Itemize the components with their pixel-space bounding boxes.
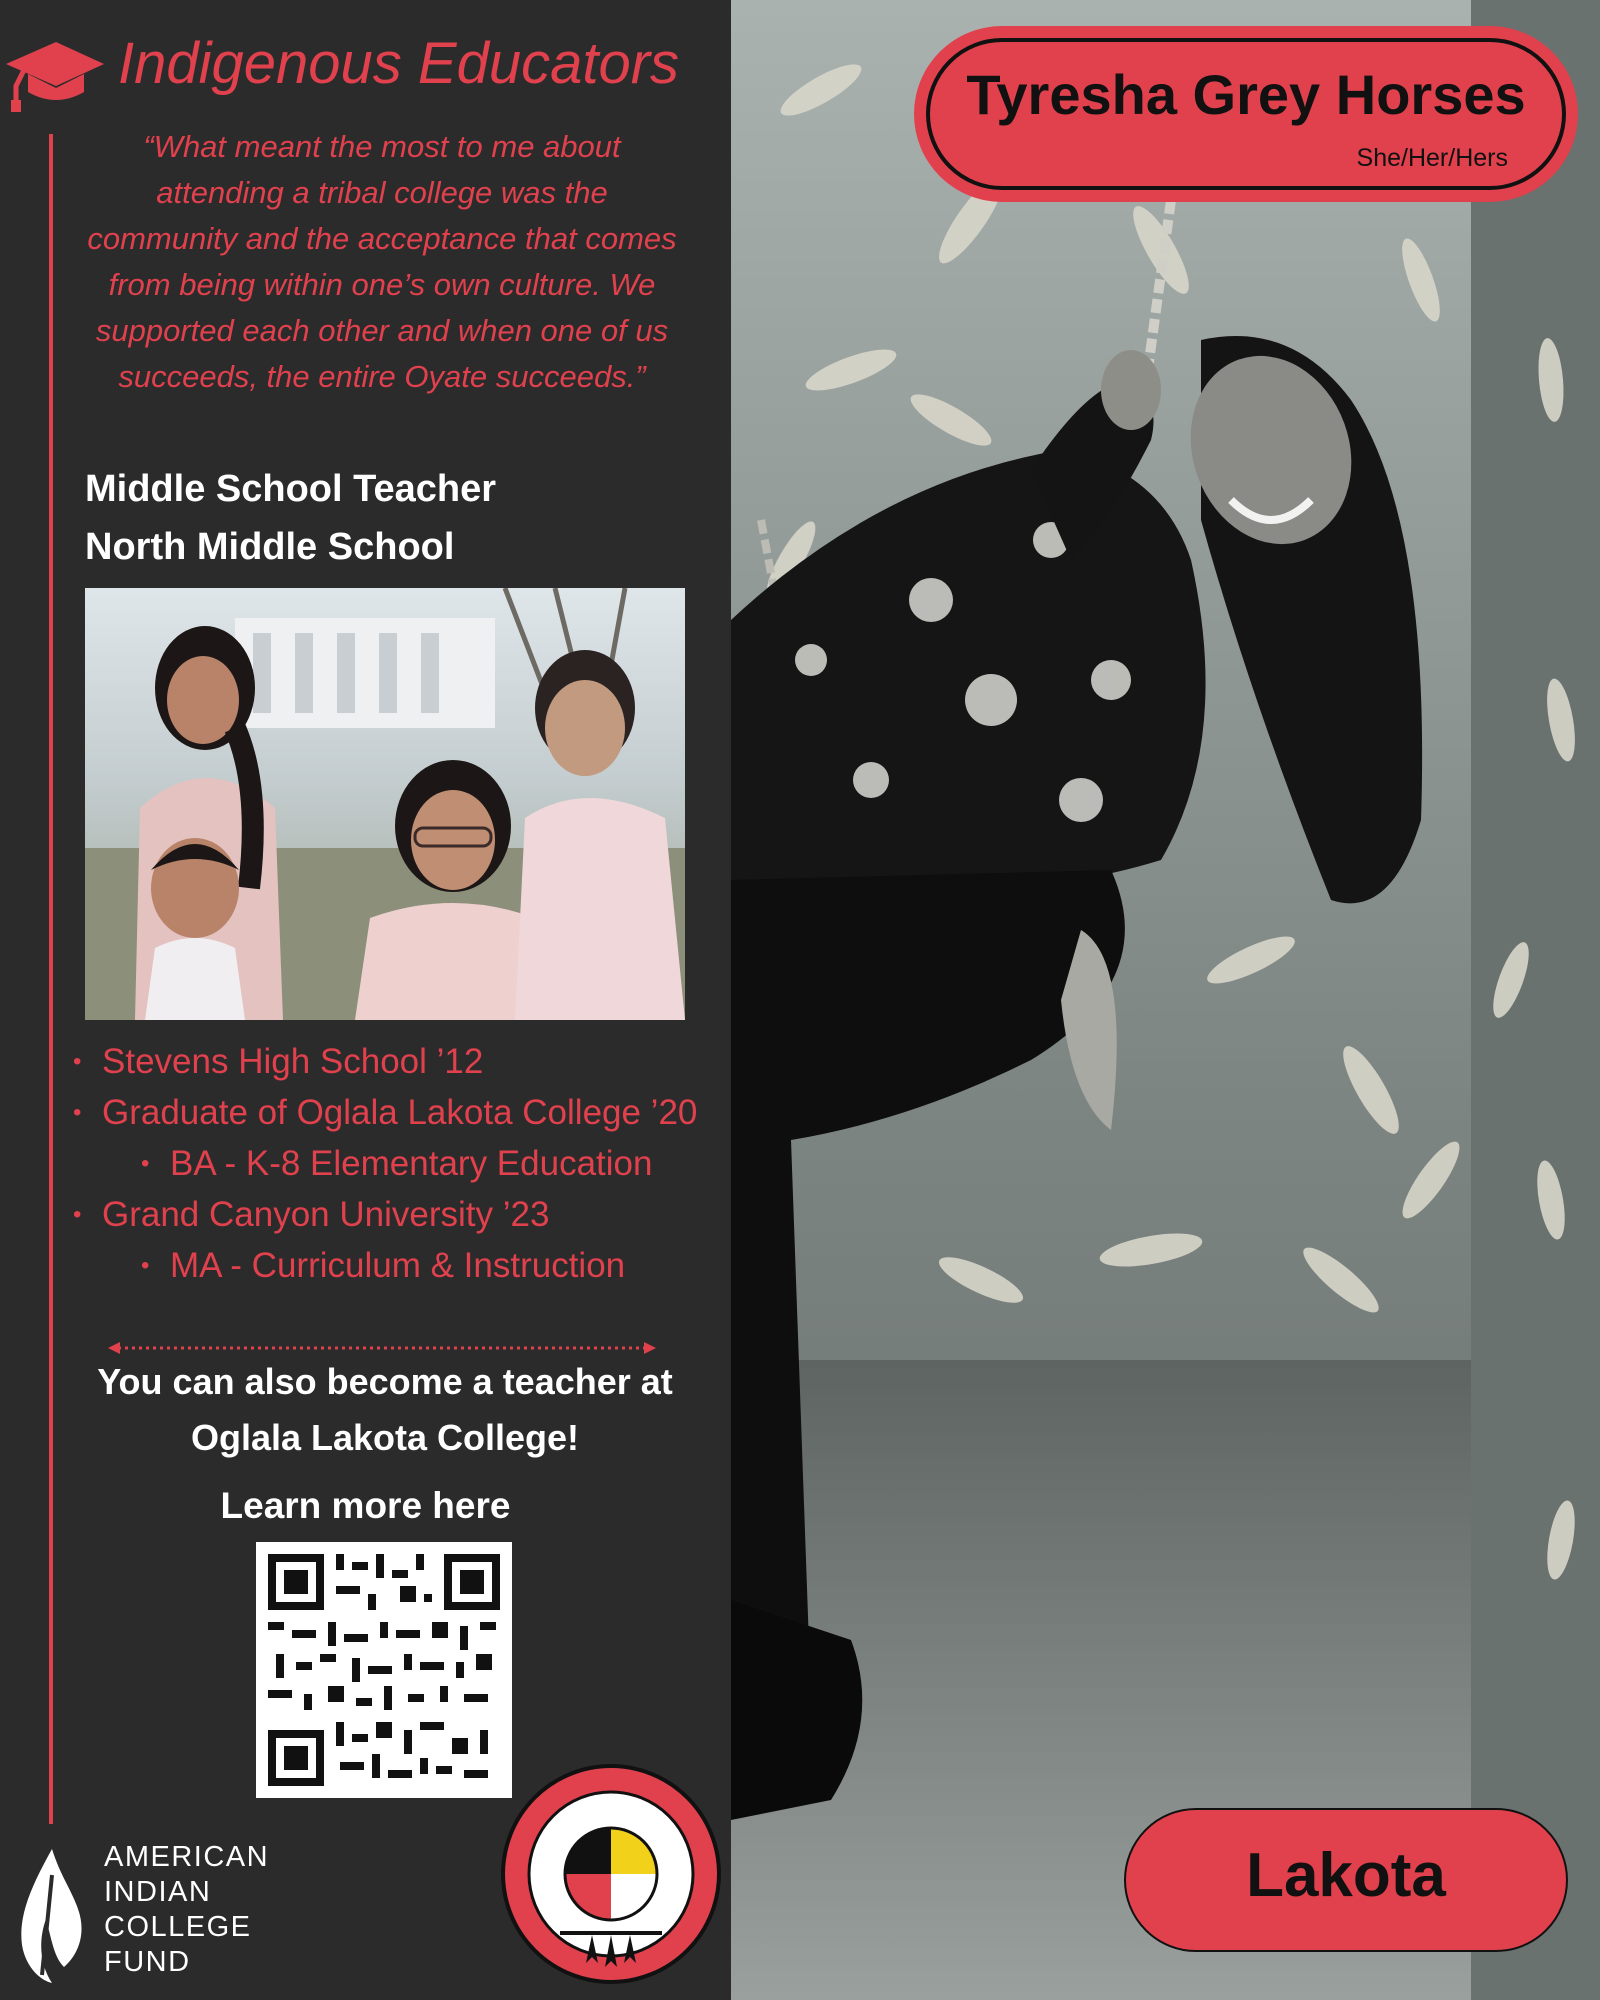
nation-label: Lakota [1246,1841,1446,1910]
school-name: North Middle School [85,526,455,568]
brand-header [0,28,731,118]
call-to-action [40,1354,730,1466]
job-title: Middle School Teacher [85,468,497,510]
fund-line: FUND [104,1946,191,1978]
fund-line: COLLEGE [104,1911,252,1943]
nation-badge [1124,1808,1568,1952]
american-indian-college-fund-logo [12,1840,282,1990]
cta-line-2: Oglala Lakota College! [190,1417,580,1458]
person-name: Tyresha Grey Horses [966,63,1526,126]
portrait-photo [731,0,1600,2000]
education-list [70,1036,730,1291]
education-item: • Graduate of Oglala Lakota College ’20 [70,1087,730,1138]
role-block [85,460,496,576]
brand-title: Indigenous Educators [118,31,680,96]
accent-divider-line [49,134,53,1824]
family-photo [85,588,685,1020]
qr-code[interactable] [256,1542,512,1798]
name-badge [914,26,1578,202]
feather-flame-icon [12,1845,92,1985]
fund-line: INDIAN [104,1876,212,1908]
education-subitem: • BA - K-8 Elementary Education [70,1138,730,1189]
education-item: • Grand Canyon University ’23 [70,1189,730,1240]
graduation-cap-icon [2,34,106,112]
learn-more-label: Learn more here [220,1485,511,1526]
education-subitem: • MA - Curriculum & Instruction [70,1240,730,1291]
testimonial-quote: “What meant the most to me about attending a tribal college was the community and the acceptance that comes from being within one’s own culture. We supported each other and when one of us succeeds, the entire Oyate succeeds.” [87,129,677,394]
oglala-lakota-college-seal [500,1763,722,1985]
cta-line-1: You can also become a teacher at [97,1361,673,1402]
double-arrow-divider [108,1342,656,1354]
pronouns: She/Her/Hers [1356,144,1508,172]
fund-line: AMERICAN [104,1841,270,1873]
info-panel [0,0,731,2000]
education-item: • Stevens High School ’12 [70,1036,730,1087]
